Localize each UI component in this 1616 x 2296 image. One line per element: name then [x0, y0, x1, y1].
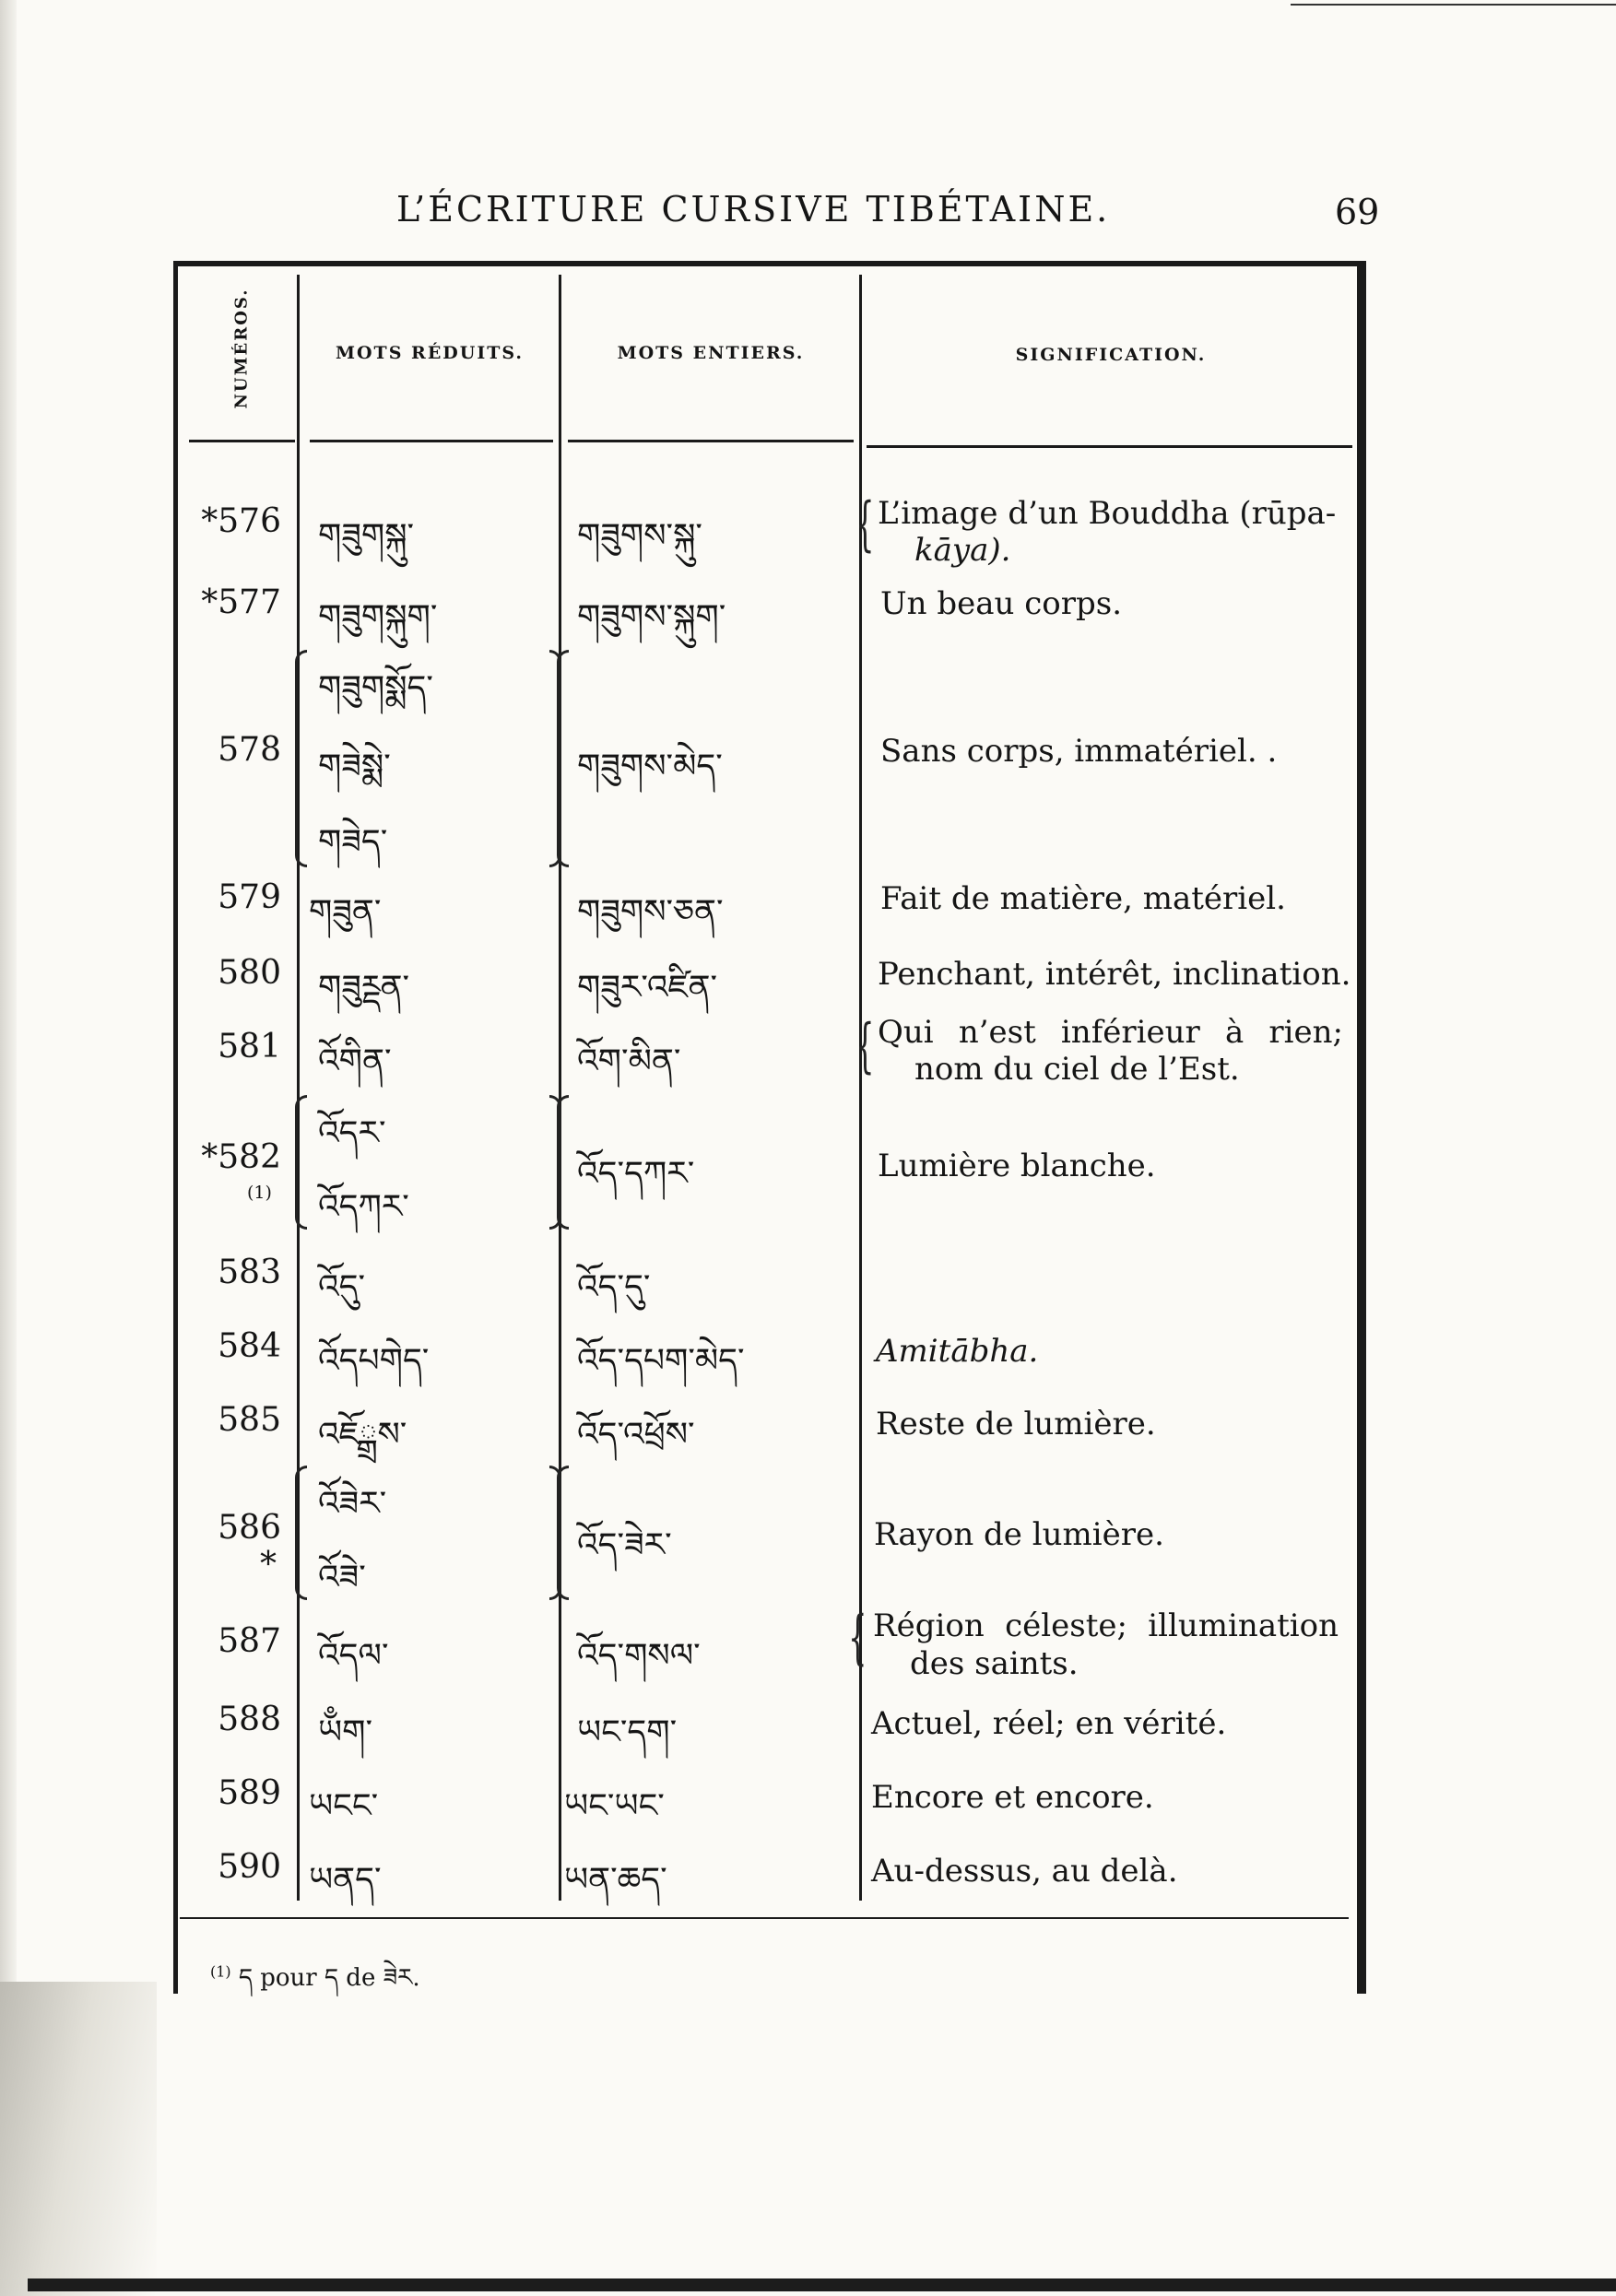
reduced-word: འོདཔགེད་ [318, 1342, 430, 1380]
row-number: 587 [218, 1622, 281, 1660]
reduced-word: གཟེད་ [318, 823, 388, 861]
bottom-bar [28, 2278, 1616, 2291]
meaning-line: Amitābha. [876, 1333, 1039, 1370]
row-number: 578 [218, 731, 281, 769]
paren [295, 1466, 307, 1600]
reduced-word: གཟུགསྐུག་ [318, 598, 438, 636]
full-word: ཡང་དག་ [577, 1713, 678, 1751]
reduced-word: འོདར་ [318, 1114, 386, 1152]
reduced-word: ཡནད་ [309, 1861, 382, 1899]
reduced-word: གཟུགསྐུ་ [318, 517, 415, 555]
col-divider-2 [559, 275, 561, 1901]
header-reduced: MOTS RÉDUITS. [335, 343, 525, 363]
row-number: 583 [218, 1254, 281, 1291]
row-number: 585 [218, 1401, 281, 1439]
scan-shadow [0, 1982, 157, 2296]
row-note: * [260, 1546, 277, 1584]
brace: { [855, 1012, 875, 1080]
header-numbers: NUMÉROS. [231, 288, 252, 409]
meaning-line: Reste de lumière. [876, 1406, 1156, 1442]
scan-margin [0, 0, 17, 2296]
row-number: 590 [218, 1848, 281, 1886]
full-word: གཟུར་འཛིན་ [577, 969, 718, 1007]
reduced-word: གཟེསྨེ་ [318, 748, 391, 785]
meaning-line: Actuel, réel; en vérité. [871, 1705, 1227, 1742]
header-rule-4 [867, 445, 1352, 448]
header-rule-2 [310, 440, 553, 442]
meaning-line: Sans corps, immatériel. . [880, 733, 1278, 770]
reduced-word: ཡངང་ [309, 1787, 379, 1825]
row-number: 580 [218, 954, 281, 992]
full-word: གཟུགས་ཅན་ [577, 893, 724, 931]
meaning-line: Encore et encore. [871, 1779, 1154, 1816]
full-word: འོད་དཀར་ [577, 1155, 695, 1193]
reduced-word: འོདཀར་ [318, 1188, 409, 1226]
full-word: འོད་དཔག་མེད་ [577, 1342, 745, 1380]
reduced-word: འོཟེ་ [318, 1559, 366, 1596]
full-word: ཡན་ཆད་ [564, 1861, 667, 1899]
meaning-line: nom du ciel de l’Est. [914, 1051, 1240, 1088]
footnote-text: ད pour ད de ཟེར. [238, 1964, 420, 1992]
reduced-word: འོདལ་ [318, 1637, 389, 1675]
meaning-line: des saints. [910, 1645, 1079, 1682]
top-rule [1291, 4, 1616, 6]
reduced-word: གཟུགསྨོད་ [318, 669, 433, 707]
paren [557, 650, 569, 867]
full-word: འོད་དུ་ [577, 1268, 651, 1306]
full-word: འོད་འཕྲོས་ [577, 1416, 695, 1454]
reduced-word: གཟུཪྡན་ [318, 969, 410, 1007]
header-meaning: SIGNIFICATION. [1015, 345, 1207, 365]
paren [295, 650, 307, 867]
meaning-line: Penchant, intérêt, inclination. [878, 956, 1351, 993]
col-divider-1 [297, 275, 300, 1901]
paren [557, 1095, 569, 1230]
row-number: 584 [218, 1327, 281, 1365]
footnote-ref: (1) [247, 1183, 272, 1203]
meaning-line: kāya). [914, 532, 1011, 569]
page-number: 69 [1335, 192, 1380, 232]
row-number: 579 [218, 878, 281, 916]
row-number: 589 [218, 1774, 281, 1812]
row-number: 588 [218, 1701, 281, 1738]
full-word: གཟུགས་སྐུག་ [577, 598, 726, 636]
full-word: འོད་ཟེར་ [577, 1526, 672, 1564]
meaning-line: Lumière blanche. [878, 1148, 1156, 1184]
footnote [210, 1951, 420, 2019]
row-number: 581 [218, 1028, 281, 1066]
reduced-word: འོདུ་ [318, 1268, 366, 1306]
reduced-word: ཡྃག་ [318, 1713, 373, 1751]
meaning-line: Fait de matière, matériel. [880, 880, 1286, 917]
full-word: འོད་གསལ་ [577, 1637, 701, 1675]
meaning-line: Rayon de lumière. [874, 1516, 1164, 1553]
paren [295, 1095, 307, 1230]
paren [557, 1466, 569, 1600]
full-word: གཟུགས་སྐུ་ [577, 517, 702, 555]
meaning-line: Au-dessus, au delà. [871, 1853, 1178, 1890]
header-rule-3 [568, 440, 854, 442]
reduced-word: འོཟེར་ [318, 1485, 387, 1523]
row-number: *582 [201, 1138, 281, 1176]
brace: { [848, 1604, 867, 1672]
full-word: གཟུགས་མེད་ [577, 748, 723, 785]
reduced-word: འཇོྒྲས་ [318, 1416, 407, 1454]
header-rule-1 [189, 440, 295, 442]
meaning-line: Un beau corps. [880, 585, 1123, 622]
brace: { [855, 490, 875, 559]
reduced-word: འོགིན་ [318, 1042, 392, 1080]
full-word: ཡང་ཡང་ [564, 1787, 665, 1825]
footnote-rule [180, 1917, 1349, 1919]
meaning-line: L’image d’un Bouddha (rūpa- [878, 495, 1337, 532]
reduced-word: གཟུན་ [309, 893, 382, 931]
header-full: MOTS ENTIERS. [617, 343, 805, 363]
row-number: *577 [201, 583, 281, 621]
page-title: L’ÉCRITURE CURSIVE TIBÉTAINE. [396, 189, 1111, 230]
meaning-line: Qui n’est inférieur à rien; [878, 1014, 1343, 1051]
footnote-mark: (1) [210, 1962, 231, 1981]
row-number: *576 [201, 502, 281, 540]
meaning-line: Région céleste; illumination [873, 1607, 1339, 1644]
full-word: འོག་མིན་ [577, 1042, 681, 1080]
row-number: 586 [218, 1509, 281, 1547]
